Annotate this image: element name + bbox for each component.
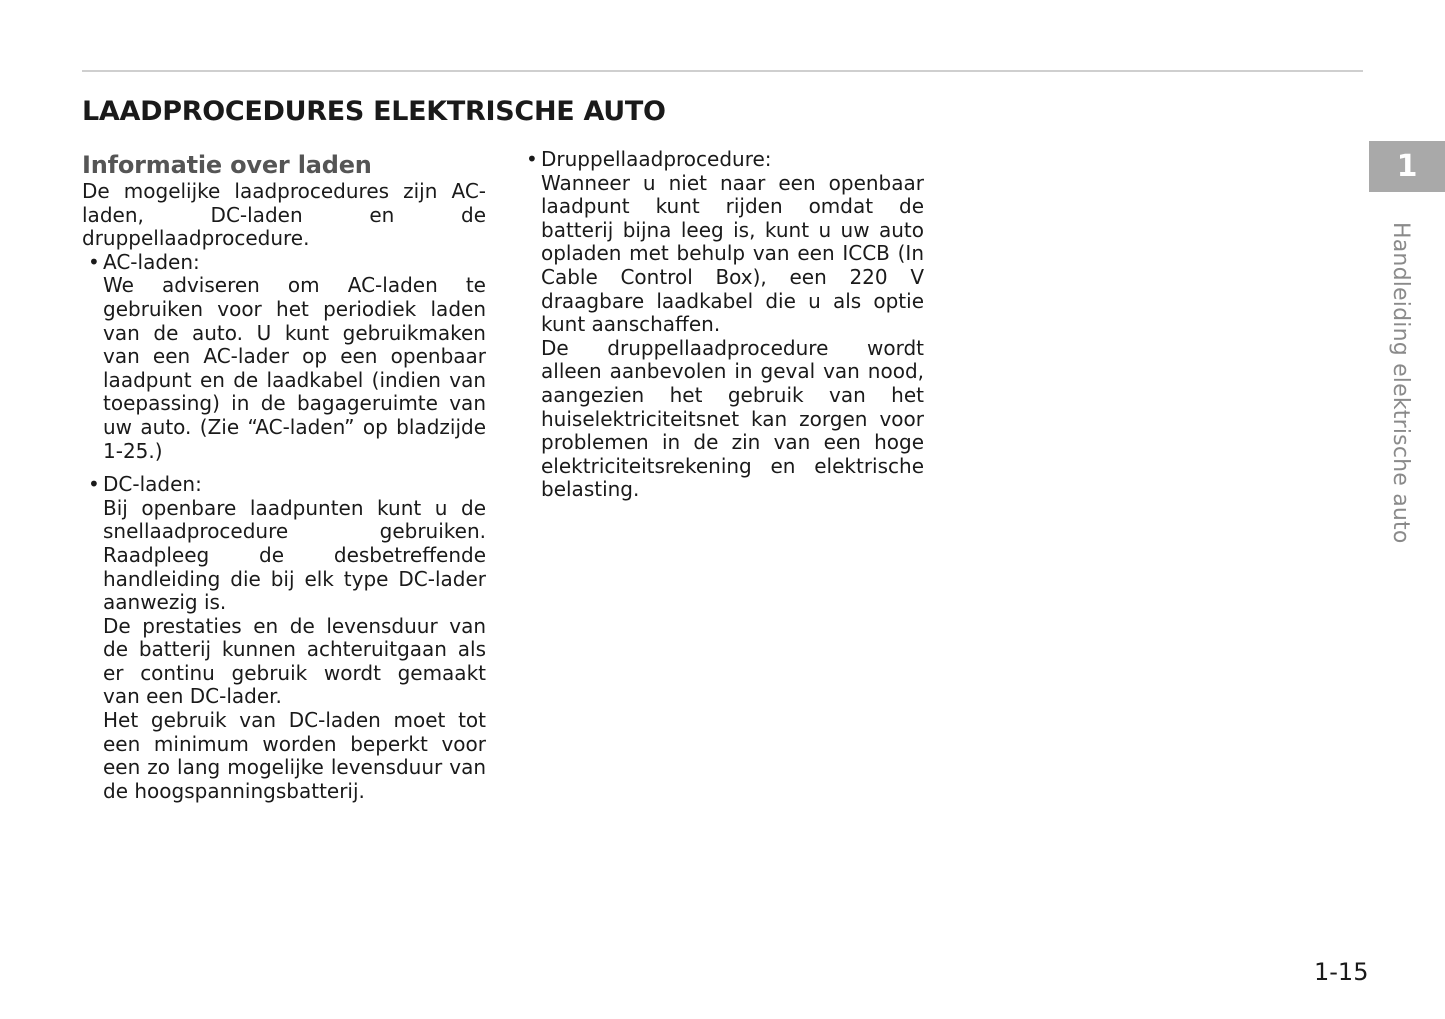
- page-number: 1-15: [1314, 958, 1369, 986]
- section-heading: Informatie over laden: [82, 151, 372, 179]
- bullet-paragraph: Wanneer u niet naar een openbaar laadpunt kunt rijden omdat de batterij bijna leeg is, kunt u uw auto opladen met behulp van een ICCB (In Cable Control Box), een 220 V draagbare laadkabel die u als optie kunt aanschaffen.: [541, 170, 924, 337]
- middle-column: [525, 148, 924, 502]
- bullet-trickle-charging: [525, 148, 924, 502]
- bullet-paragraph: We adviseren om AC-laden te gebruiken voor het periodiek laden van de auto. U kunt gebruikmaken van een AC-lader op een openbaar laadpunt en de laadkabel (indien van toepassing) in de bagageruimte van uw auto. (Zie “AC-laden” op bladzijde 1-25.): [103, 273, 486, 463]
- bullet-label: AC-laden:: [103, 249, 200, 274]
- chapter-tab: 1: [1369, 141, 1445, 192]
- bullet-dc-charging: [82, 473, 486, 803]
- bullet-label: DC-laden:: [103, 472, 202, 497]
- bullet-paragraph: De druppellaadprocedure wordt alleen aanbevolen in geval van nood, aangezien het gebruik van het huiselektriciteitsnet kan zorgen voor problemen in de zin van een hoge elektriciteitsrekening en elektrische belasting.: [541, 335, 924, 502]
- intro-paragraph: De mogelijke laadprocedures zijn AC-laden, DC-laden en de druppellaadprocedure.: [82, 179, 486, 251]
- bullet-label: Druppellaadprocedure:: [541, 147, 772, 171]
- bullet-ac-charging: [82, 251, 486, 463]
- top-divider: [82, 70, 1363, 72]
- bullet-marker: •: [526, 147, 538, 171]
- page-title: LAADPROCEDURES ELEKTRISCHE AUTO: [82, 96, 666, 127]
- bullet-marker: •: [88, 249, 100, 274]
- chapter-label: Handleiding elektrische auto: [1388, 222, 1413, 544]
- bullet-marker: •: [88, 472, 100, 497]
- bullet-paragraph: Bij openbare laadpunten kunt u de snellaadprocedure gebruiken. Raadpleeg de desbetreffende handleiding die bij elk type DC-lader aanwezig is.: [103, 495, 486, 615]
- left-column: [82, 150, 486, 803]
- bullet-paragraph: De prestaties en de levensduur van de batterij kunnen achteruitgaan als er continu gebruik wordt gemaakt van een DC-lader.: [103, 613, 486, 709]
- bullet-paragraph: Het gebruik van DC-laden moet tot een minimum worden beperkt voor een zo lang mogelijke levensduur van de hoogspanningsbatterij.: [103, 708, 486, 803]
